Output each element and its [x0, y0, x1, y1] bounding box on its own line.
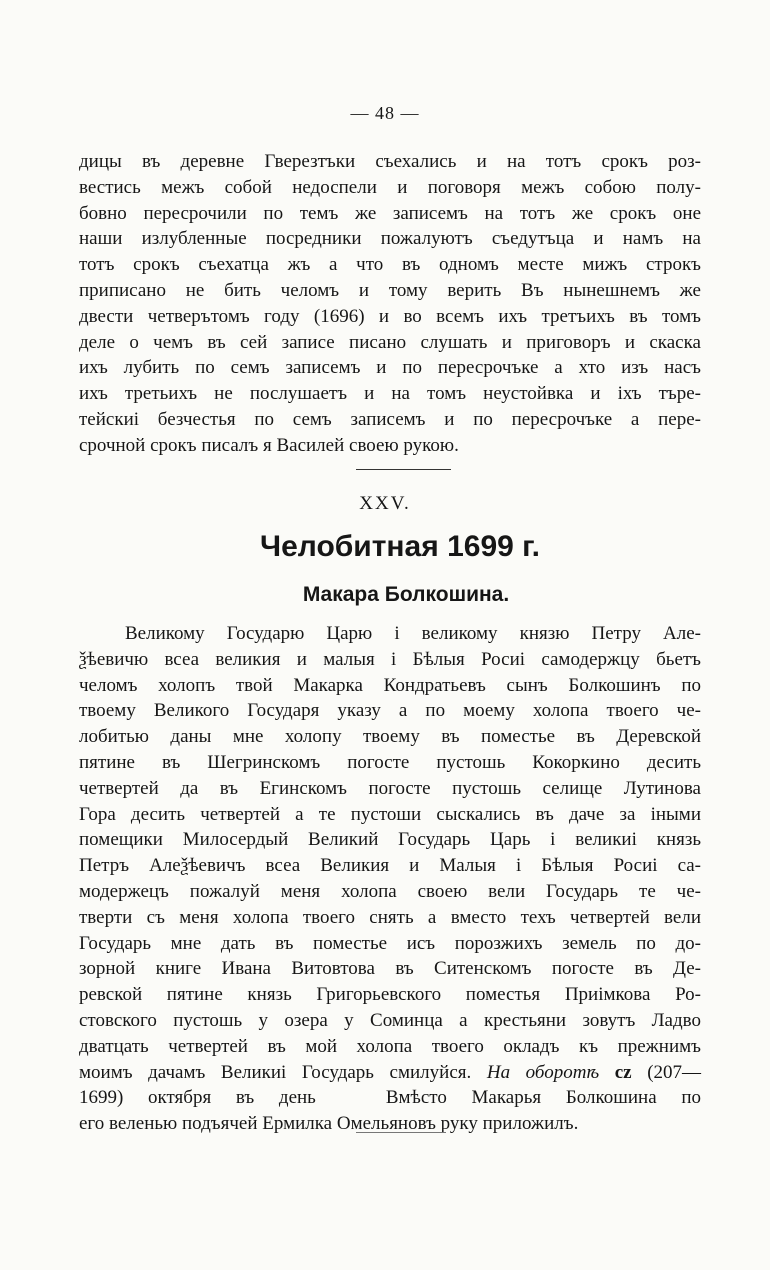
text-line: его веленью подъячей Ермилка Омельяновъ руку приложилъ.: [79, 1113, 579, 1135]
text-line: тотъ срокъ съехатца жъ а что въ одномъ месте мижъ строкъ: [79, 254, 701, 276]
text-line: Государь мне дать въ поместье исъ порозжихъ земель по до-: [79, 932, 701, 954]
text-line: ихъ третьихъ не послушаетъ и на томъ неустойвка и іхъ търе-: [79, 383, 701, 405]
text-line: дицы въ деревне Гверезтъки съехались и на тотъ срокъ роз-: [79, 151, 701, 172]
text-line: помещики Милосердый Великий Государь Царь і великиі князь: [79, 829, 701, 851]
paragraph-2: [79, 621, 701, 1137]
text-line: тейскиі безчестья по семъ записемъ и по пересрочъке а пере-: [79, 408, 701, 430]
text-line: наши излубленные посредники пожалуютъ съедутъца и намъ на: [79, 228, 701, 250]
text-line: двести четверътомъ году (1696) и во всемъ ихъ третъихъ въ томъ: [79, 305, 701, 327]
text-line: ѯѣевичю всеа великия и малыя і Бѣлыя Росиі самодержцу бьетъ: [79, 648, 701, 670]
text-line: приписано не бить челомъ и тому верить Въ нынешнемъ же: [79, 279, 701, 301]
italic-note: На оборотѣ: [486, 1061, 600, 1083]
page-number: — 48 —: [350, 103, 420, 123]
text-line: бовно пересрочили по темъ же записемъ на тотъ же срокъ оне: [79, 202, 701, 224]
text-line: срочной срокъ писалъ я Василей своею рукою.: [79, 434, 459, 456]
text-line: [79, 1060, 701, 1086]
text-line: дватцать четвертей въ мой холопа твоего окладъ къ прежнимъ: [79, 1035, 701, 1057]
text-line: пятине въ Шегринскомъ погосте пустошь Кокоркино десить: [79, 751, 701, 773]
text-line: зорной книге Ивана Витовтова въ Ситенскомъ погосте въ Де-: [79, 958, 701, 980]
paragraph-1: [79, 149, 701, 459]
text-line: ихъ лубить по семъ записемъ и по пересрочъке а хто изъ насъ: [79, 357, 701, 379]
text-line: четвертей да въ Егинскомъ погосте пустошь селище Лутинова: [79, 777, 701, 799]
text-line: Гора десить четвертей а те пустоши сыскались въ даче за іными: [79, 803, 701, 825]
end-divider: [356, 1132, 446, 1133]
text-line: вестись межъ собой недоспели и поговоря межъ собою полу-: [79, 176, 701, 198]
section-divider: [356, 469, 451, 470]
text-line: тверти съ меня холопа твоего снять а вместо техъ четвертей вели: [79, 906, 701, 928]
text-line: ревской пятине князь Григорьевского поместья Приімкова Ро-: [79, 984, 701, 1006]
text-line: твоему Великого Государя указу а по моему холопа твоего че-: [79, 700, 701, 722]
text-line: деле о чемъ въ сей записе писано слушать и приговоръ и скаска: [79, 331, 701, 353]
document-subtitle: Макара Болкошина.: [302, 583, 510, 606]
section-number: XXV.: [359, 493, 411, 514]
text-line: стовского пустошь у озера у Соминца а крестьяни зовутъ Ладво: [79, 1009, 701, 1031]
text-run: (207—: [647, 1061, 702, 1083]
text-line: [79, 1085, 701, 1111]
text-run: моимъ дачамъ Великиі Государь смилуйся.: [79, 1061, 472, 1083]
text-run: 1699) октября въ день: [79, 1087, 316, 1109]
text-line: Великому Государю Царю і великому князю Петру Але-: [125, 623, 701, 644]
text-run: Вмѣсто Макарья Болкошина по: [385, 1087, 701, 1109]
text-line: челомъ холопъ твой Макарка Кондратьевъ сынъ Болкошинъ по: [79, 674, 701, 696]
text-line: модержецъ пожалуй меня холопа своею вели Государь те че-: [79, 880, 701, 902]
text-line: лобитью даны мне холопу твоему въ поместье въ Деревской: [79, 726, 701, 748]
text-line: Петръ Алеѯѣевичъ всеа Великия и Малыя і Бѣлыя Росиі са-: [79, 855, 701, 877]
document-title: Челобитная 1699 г.: [260, 530, 540, 563]
date-numeral: cz: [614, 1061, 632, 1083]
